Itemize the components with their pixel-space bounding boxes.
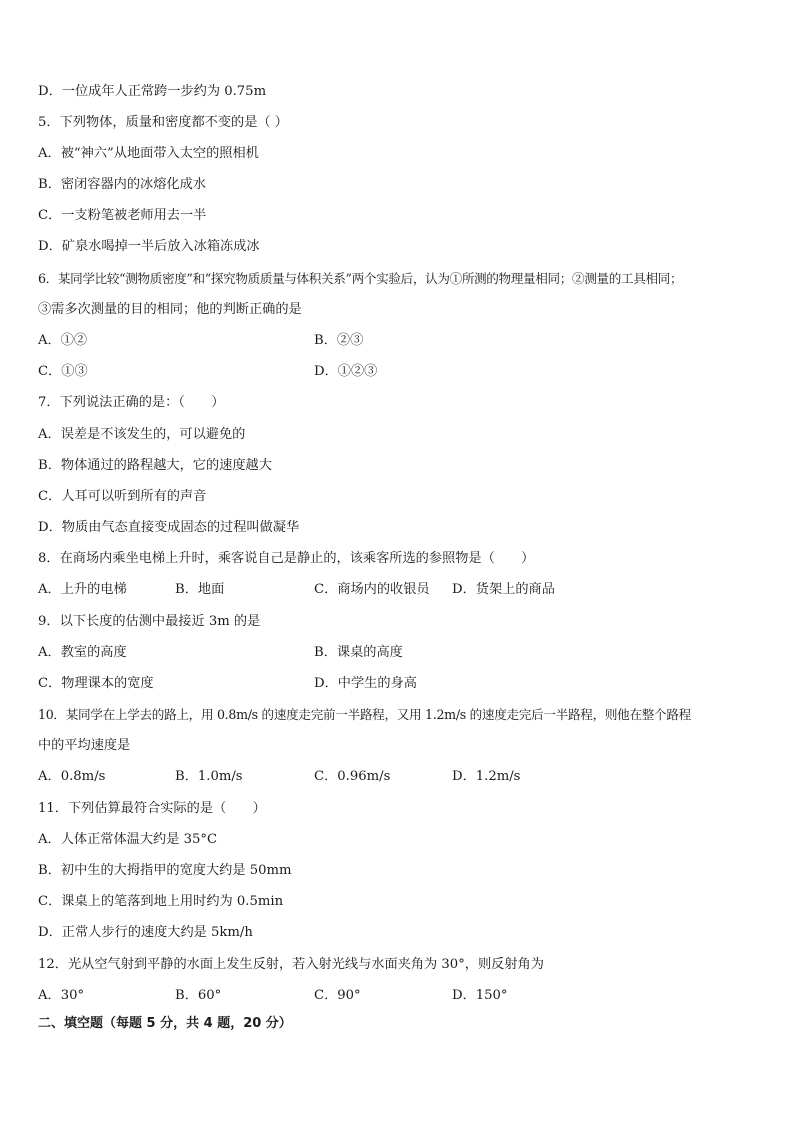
q9-option-b: B．课桌的高度 bbox=[314, 645, 403, 660]
q7-stem: 7．下列说法正确的是：（ ） bbox=[38, 395, 225, 410]
q5-option-d: D．矿泉水喝掉一半后放入冰箱冻成冰 bbox=[38, 239, 260, 254]
q9-stem: 9．以下长度的估测中最接近 3m 的是 bbox=[38, 614, 261, 629]
q6-stem-line1: 6．某同学比较“测物质密度”和“探究物质质量与体积关系”两个实验后，认为①所测的物理量相同；②测量的工具相同； bbox=[38, 271, 683, 286]
q6-stem-line2: ③需多次测量的目的相同；他的判断正确的是 bbox=[38, 302, 302, 317]
q9-option-c: C．物理课本的宽度 bbox=[38, 676, 154, 691]
q12-option-a: A．30° bbox=[38, 988, 85, 1003]
q10-stem-line1: 10．某同学在上学去的路上，用 0.8m/s 的速度走完前一半路程，又用 1.2m/s 的速度走完后一半路程，则他在整个路程 bbox=[38, 707, 691, 722]
q10-option-b: B．1.0m/s bbox=[175, 769, 243, 784]
q11-option-b: B．初中生的大拇指甲的宽度大约是 50mm bbox=[38, 863, 292, 878]
q10-option-d: D．1.2m/s bbox=[452, 769, 521, 784]
q5-option-b: B．密闭容器内的冰熔化成水 bbox=[38, 177, 206, 192]
q8-option-b: B．地面 bbox=[175, 582, 225, 597]
q9-option-a: A．教室的高度 bbox=[38, 645, 127, 660]
q7-option-c: C．人耳可以听到所有的声音 bbox=[38, 489, 207, 504]
q8-stem: 8．在商场内乘坐电梯上升时，乘客说自己是静止的，该乘客所选的参照物是（ ） bbox=[38, 551, 535, 566]
q11-stem: 11．下列估算最符合实际的是（ ） bbox=[38, 801, 266, 816]
q8-option-c: C．商场内的收银员 bbox=[314, 582, 430, 597]
q10-option-a: A．0.8m/s bbox=[38, 769, 106, 784]
q12-option-b: B．60° bbox=[175, 988, 222, 1003]
q10-option-c: C．0.96m/s bbox=[314, 769, 391, 784]
q8-option-a: A．上升的电梯 bbox=[38, 582, 127, 597]
q11-option-c: C．课桌上的笔落到地上用时约为 0.5min bbox=[38, 894, 284, 909]
q6-option-d: D．①②③ bbox=[314, 364, 378, 379]
q8-option-d: D．货架上的商品 bbox=[452, 582, 555, 597]
q11-option-d: D．正常人步行的速度大约是 5km/h bbox=[38, 925, 253, 940]
q5-stem: 5．下列物体，质量和密度都不变的是（ ） bbox=[38, 115, 288, 130]
q7-option-b: B．物体通过的路程越大，它的速度越大 bbox=[38, 458, 272, 473]
q6-option-a: A．①② bbox=[38, 333, 88, 348]
q4-option-d: D．一位成年人正常跨一步约为 0.75m bbox=[38, 84, 267, 99]
q5-option-c: C．一支粉笔被老师用去一半 bbox=[38, 208, 207, 223]
q7-option-a: A．误差是不该发生的，可以避免的 bbox=[38, 427, 246, 442]
q6-option-c: C．①③ bbox=[38, 364, 88, 379]
q10-stem-line2: 中的平均速度是 bbox=[38, 738, 131, 753]
q5-option-a: A．被“神六”从地面带入太空的照相机 bbox=[38, 146, 259, 161]
section-heading-fill-in: 二、填空题（每题 5 分，共 4 题，20 分） bbox=[38, 1016, 292, 1031]
q12-option-d: D．150° bbox=[452, 988, 508, 1003]
q12-option-c: C．90° bbox=[314, 988, 361, 1003]
q7-option-d: D．物质由气态直接变成固态的过程叫做凝华 bbox=[38, 520, 300, 535]
q11-option-a: A．人体正常体温大约是 35°C bbox=[38, 832, 218, 847]
q9-option-d: D．中学生的身高 bbox=[314, 676, 417, 691]
q6-option-b: B．②③ bbox=[314, 333, 364, 348]
q12-stem: 12．光从空气射到平静的水面上发生反射，若入射光线与水面夹角为 30°，则反射角为 bbox=[38, 957, 544, 972]
